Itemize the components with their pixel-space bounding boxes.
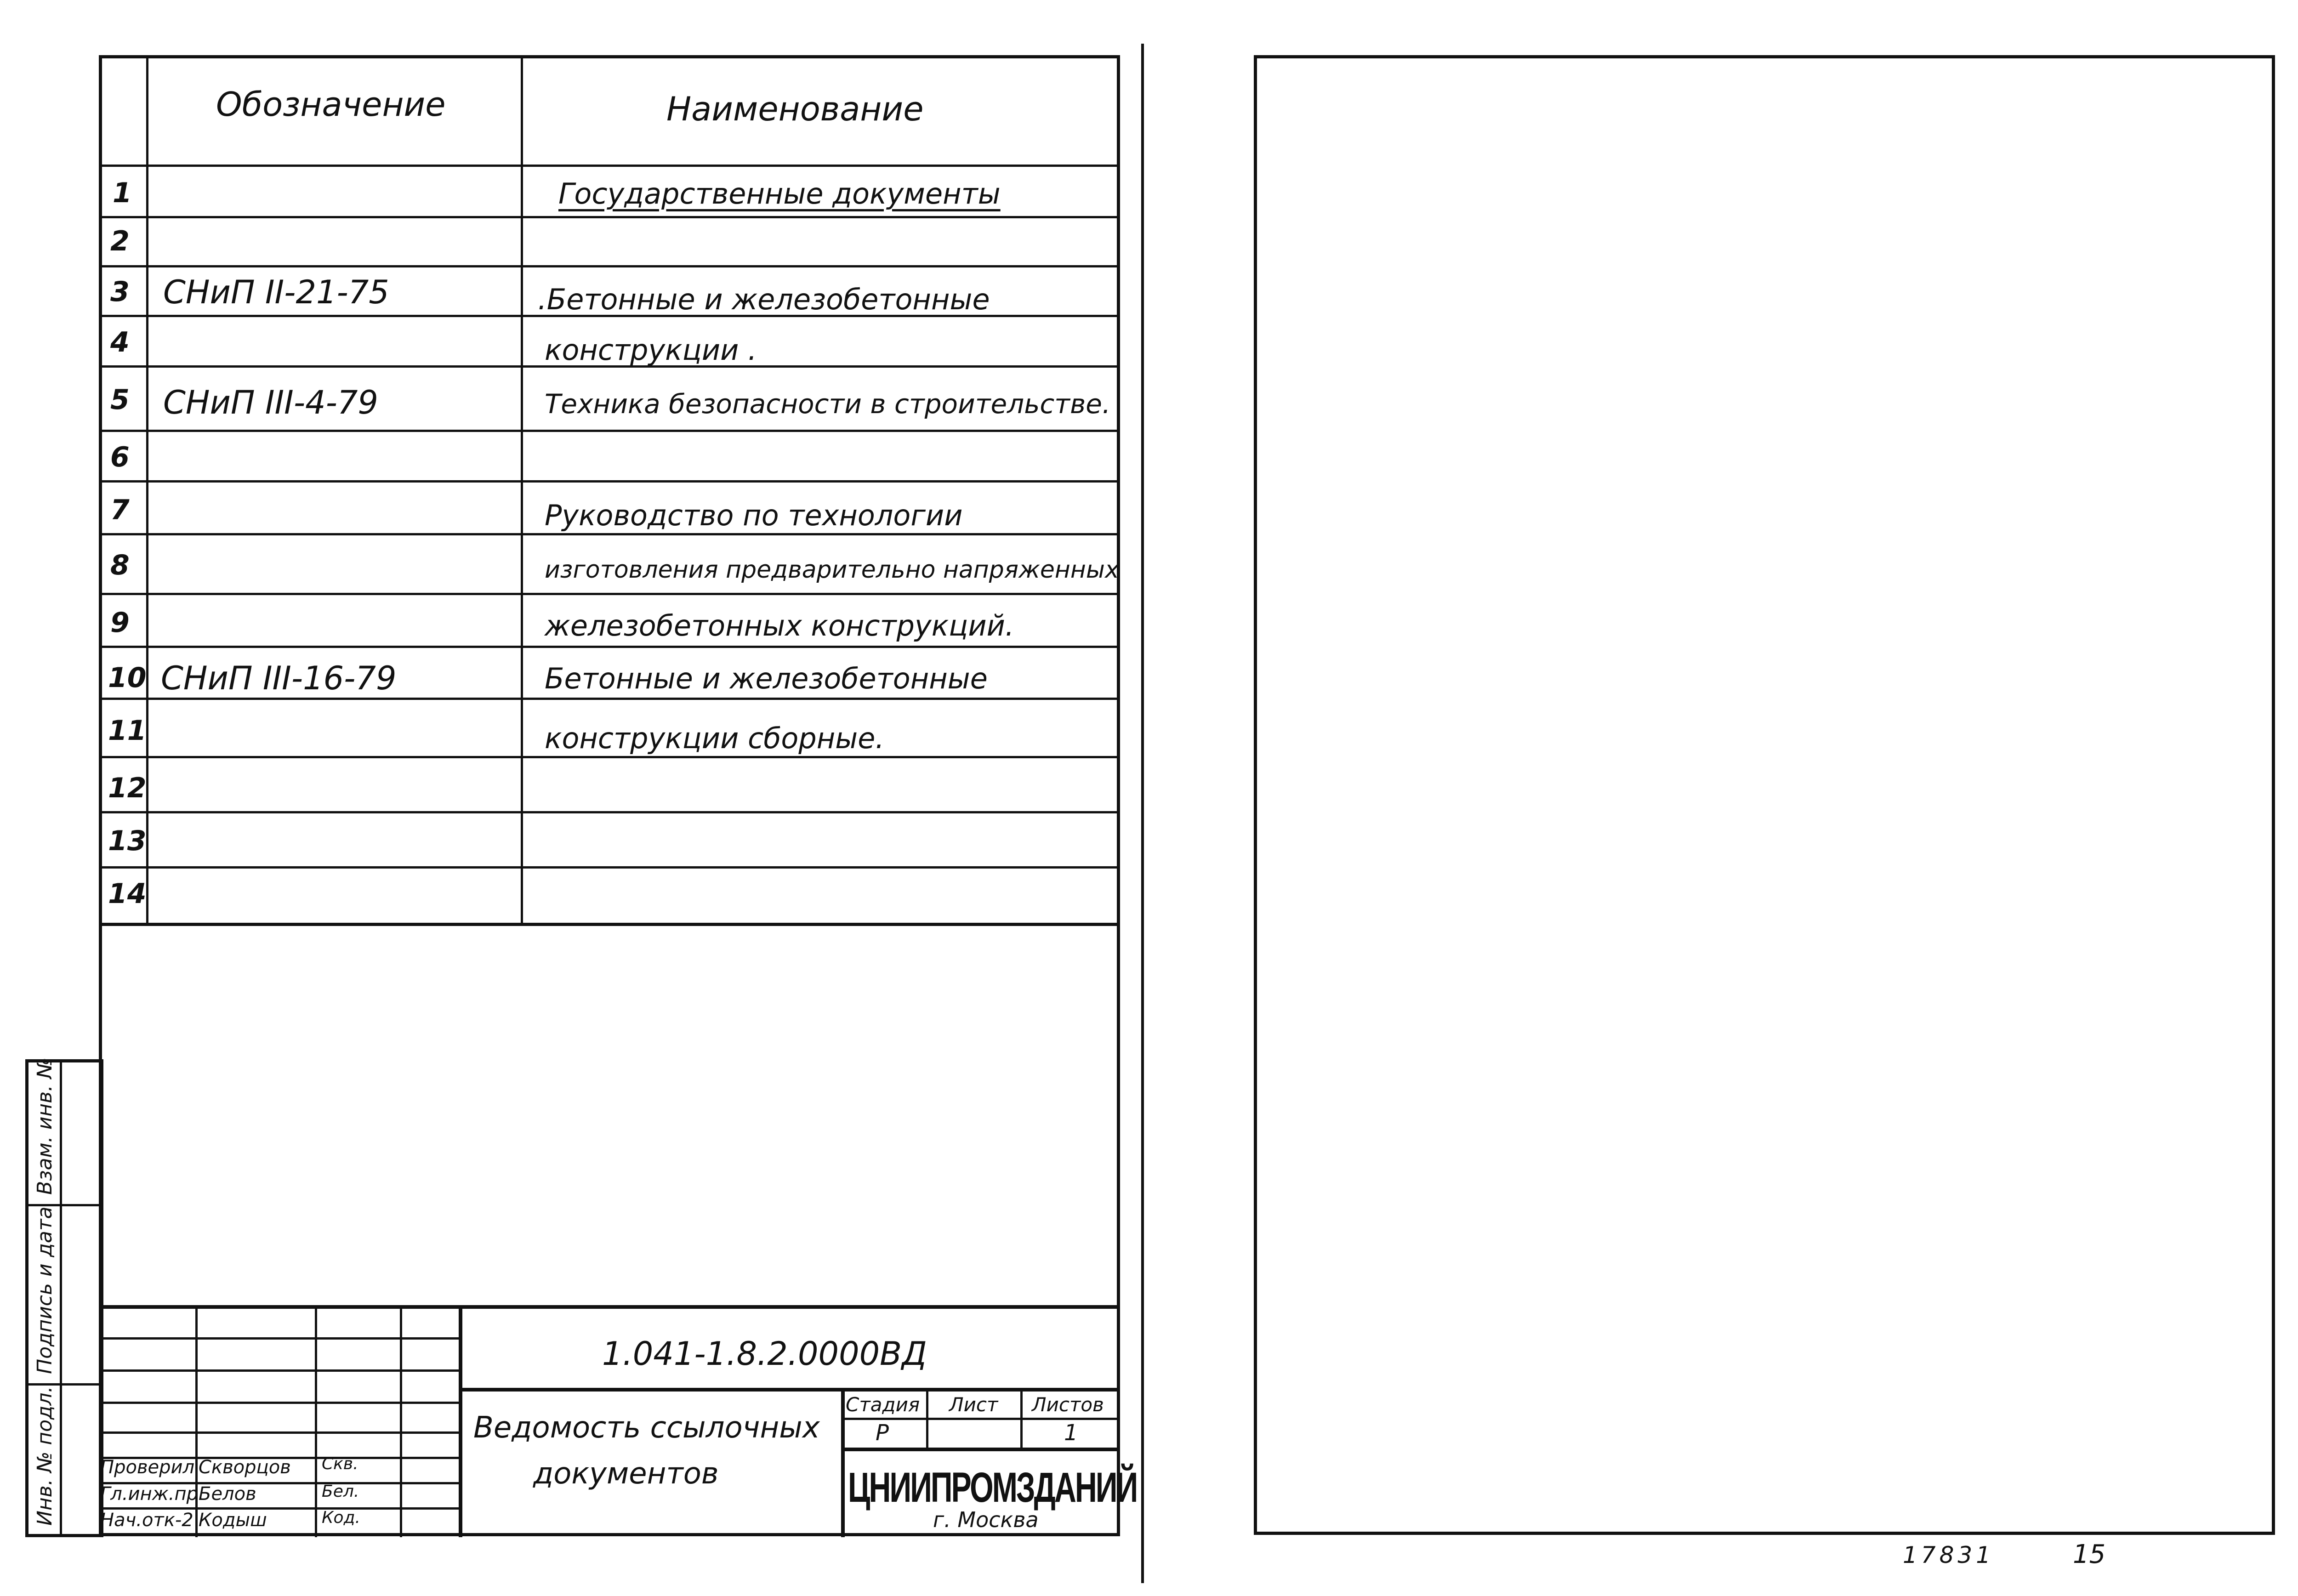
- row-number: 5: [110, 384, 130, 416]
- row-divider: [99, 646, 1120, 648]
- col-divider-designation: [521, 55, 523, 926]
- row-number: 6: [110, 441, 130, 473]
- signer-name: Скворцов: [199, 1457, 291, 1478]
- row-number: 8: [110, 549, 130, 581]
- side-stamp-row: [25, 1383, 103, 1386]
- col-divider-number: [146, 55, 148, 926]
- title-block-top: [99, 1305, 1120, 1309]
- row-divider: [99, 593, 1120, 595]
- name-cell: Руководство по технологии: [545, 499, 963, 532]
- signer-signature: Код.: [322, 1508, 360, 1527]
- name-cell: железобетонных конструкций.: [545, 609, 1014, 642]
- row-number: 12: [108, 772, 147, 804]
- side-stamp-replace-inv: Взам. инв. №: [33, 1057, 57, 1195]
- name-cell: конструкции сборные.: [545, 721, 885, 755]
- table-header-divider: [99, 165, 1120, 167]
- stage-col: [926, 1388, 928, 1448]
- designation-cell: СНиП III-16-79: [161, 659, 397, 697]
- row-number: 14: [108, 878, 147, 910]
- side-stamp-row: [25, 1204, 103, 1206]
- row-divider: [99, 533, 1120, 535]
- row-number: 3: [110, 276, 130, 308]
- name-cell: Бетонные и железобетонные: [545, 662, 988, 695]
- row-number: 7: [110, 494, 130, 526]
- fold-line: [1141, 44, 1144, 1583]
- row-number: 9: [110, 607, 130, 639]
- stage-value: Р: [876, 1420, 889, 1446]
- name-cell: Государственные документы: [558, 177, 1001, 210]
- title-block-divider: [459, 1305, 462, 1537]
- row-divider: [99, 480, 1120, 483]
- row-divider: [99, 265, 1120, 267]
- row-divider: [99, 216, 1120, 218]
- row-number: 4: [110, 326, 130, 358]
- row-number: 10: [108, 662, 147, 694]
- row-divider: [99, 756, 1120, 758]
- row-number: 1: [113, 177, 132, 209]
- row-divider: [99, 698, 1120, 700]
- document-title-line1: Ведомость ссылочных: [473, 1411, 820, 1445]
- signer-row: [99, 1402, 460, 1404]
- row-number: 2: [110, 225, 130, 257]
- name-cell: .Бетонные и железобетонные: [538, 283, 990, 316]
- stage-col: [1020, 1388, 1023, 1448]
- organization-city: г. Москва: [933, 1507, 1039, 1532]
- document-title-line2: документов: [533, 1457, 719, 1491]
- sheet-label: Лист: [949, 1393, 998, 1416]
- footer-number: 17831: [1903, 1542, 1995, 1568]
- document-code: 1.041-1.8.2.0000ВД: [602, 1335, 927, 1373]
- signer-signature: Скв.: [322, 1454, 358, 1473]
- right-sheet-frame: [1254, 55, 2275, 1535]
- row-number: 11: [108, 715, 147, 747]
- row-divider: [99, 811, 1120, 813]
- signer-row: [99, 1337, 460, 1340]
- stage-values-divider: [841, 1448, 1120, 1451]
- row-number: 13: [108, 825, 147, 857]
- name-cell: Техника безопасности в строительстве.: [545, 388, 1111, 420]
- signer-col: [400, 1305, 402, 1537]
- signer-row: [99, 1431, 460, 1434]
- designation-cell: СНиП III-4-79: [163, 384, 378, 421]
- header-name: Наименование: [666, 90, 924, 128]
- header-designation: Обозначение: [216, 85, 446, 124]
- signer-role: Нач.отк-2: [100, 1510, 193, 1531]
- signer-col: [315, 1305, 317, 1537]
- row-divider: [99, 866, 1120, 869]
- signer-role: Гл.инж.пр.: [100, 1483, 204, 1505]
- stage-block-left: [841, 1388, 845, 1537]
- name-cell: изготовления предварительно напряженных: [545, 556, 1119, 584]
- signer-name: Кодыш: [199, 1510, 267, 1531]
- signer-role: Проверил: [100, 1457, 195, 1478]
- footer-page: 15: [2073, 1539, 2106, 1569]
- signer-name: Белов: [199, 1483, 256, 1505]
- organization-name: ЦНИИПРОМЗДАНИЙ: [848, 1464, 1137, 1511]
- sheets-value: 1: [1064, 1420, 1078, 1446]
- name-cell: конструкции .: [545, 333, 757, 367]
- side-stamp-divider: [60, 1059, 62, 1537]
- stage-label: Стадия: [846, 1393, 920, 1416]
- sheets-label: Листов: [1032, 1393, 1104, 1416]
- signer-row: [99, 1369, 460, 1372]
- side-stamp-inv-no: Инв. № подл.: [33, 1386, 57, 1526]
- signer-signature: Бел.: [322, 1482, 359, 1501]
- side-stamp-sign-date: Подпись и дата: [33, 1206, 57, 1374]
- row-divider: [99, 430, 1120, 432]
- designation-cell: СНиП II-21-75: [163, 273, 389, 311]
